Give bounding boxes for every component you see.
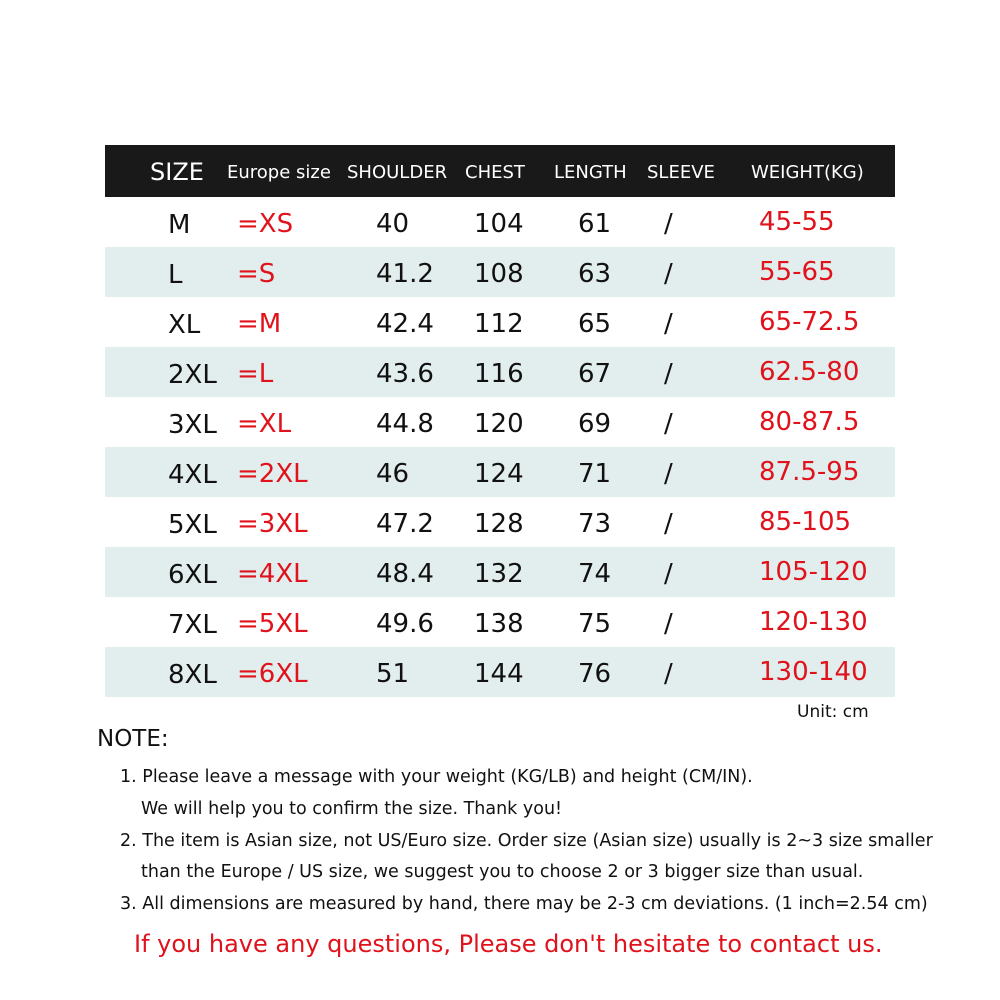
table-row bbox=[105, 397, 895, 447]
table-row bbox=[105, 647, 895, 697]
table-row bbox=[105, 247, 895, 297]
cell-weight: 105-120 bbox=[759, 557, 868, 587]
cell-sleeve: / bbox=[664, 609, 673, 639]
header-shoulder: SHOULDER bbox=[347, 162, 448, 183]
cell-europe-size: =M bbox=[237, 309, 282, 339]
table-row bbox=[105, 297, 895, 347]
table-row bbox=[105, 347, 895, 397]
cell-chest: 144 bbox=[474, 659, 524, 689]
cell-weight: 120-130 bbox=[759, 607, 868, 637]
contact-message: If you have any questions, Please don't hesitate to contact us. bbox=[134, 930, 883, 958]
cell-europe-size: =3XL bbox=[237, 509, 308, 539]
cell-chest: 112 bbox=[474, 309, 524, 339]
cell-weight: 45-55 bbox=[759, 207, 835, 237]
cell-shoulder: 40 bbox=[376, 209, 410, 239]
note-line: 2. The item is Asian size, not US/Euro size. Order size (Asian size) usually is 2~3 size smaller bbox=[120, 831, 933, 851]
header-chest: CHEST bbox=[465, 162, 525, 183]
note-title: NOTE: bbox=[97, 726, 169, 752]
cell-shoulder: 51 bbox=[376, 659, 410, 689]
note-line: 1. Please leave a message with your weight (KG/LB) and height (CM/IN). bbox=[120, 767, 753, 787]
note-line: 3. All dimensions are measured by hand, there may be 2-3 cm deviations. (1 inch=2.54 cm) bbox=[120, 894, 928, 914]
cell-weight: 130-140 bbox=[759, 657, 868, 687]
cell-sleeve: / bbox=[664, 359, 673, 389]
cell-chest: 124 bbox=[474, 459, 524, 489]
cell-shoulder: 48.4 bbox=[376, 559, 434, 589]
cell-length: 74 bbox=[578, 559, 612, 589]
cell-chest: 108 bbox=[474, 259, 524, 289]
cell-shoulder: 41.2 bbox=[376, 259, 434, 289]
cell-europe-size: =L bbox=[237, 359, 274, 389]
table-row bbox=[105, 547, 895, 597]
cell-size: 8XL bbox=[168, 660, 217, 690]
cell-shoulder: 44.8 bbox=[376, 409, 434, 439]
cell-chest: 128 bbox=[474, 509, 524, 539]
cell-size: 5XL bbox=[168, 510, 217, 540]
cell-sleeve: / bbox=[664, 209, 673, 239]
cell-weight: 55-65 bbox=[759, 257, 835, 287]
cell-chest: 104 bbox=[474, 209, 524, 239]
cell-sleeve: / bbox=[664, 459, 673, 489]
cell-weight: 85-105 bbox=[759, 507, 852, 537]
cell-size: 6XL bbox=[168, 560, 217, 590]
cell-chest: 120 bbox=[474, 409, 524, 439]
cell-weight: 87.5-95 bbox=[759, 457, 860, 487]
cell-length: 61 bbox=[578, 209, 612, 239]
header-size: SIZE bbox=[150, 158, 204, 186]
table-body bbox=[105, 197, 895, 697]
cell-weight: 65-72.5 bbox=[759, 307, 860, 337]
table-row bbox=[105, 597, 895, 647]
cell-shoulder: 43.6 bbox=[376, 359, 434, 389]
header-length: LENGTH bbox=[554, 162, 627, 183]
cell-size: 3XL bbox=[168, 410, 217, 440]
cell-sleeve: / bbox=[664, 509, 673, 539]
header-europe-size: Europe size bbox=[227, 162, 331, 183]
cell-europe-size: =XS bbox=[237, 209, 294, 239]
cell-sleeve: / bbox=[664, 259, 673, 289]
cell-length: 76 bbox=[578, 659, 612, 689]
cell-length: 71 bbox=[578, 459, 612, 489]
cell-weight: 62.5-80 bbox=[759, 357, 860, 387]
cell-europe-size: =S bbox=[237, 259, 276, 289]
size-chart-table bbox=[105, 145, 895, 697]
note-line: than the Europe / US size, we suggest you to choose 2 or 3 bigger size than usual. bbox=[141, 862, 864, 882]
cell-shoulder: 47.2 bbox=[376, 509, 434, 539]
cell-europe-size: =6XL bbox=[237, 659, 308, 689]
cell-size: XL bbox=[168, 310, 201, 340]
cell-sleeve: / bbox=[664, 409, 673, 439]
cell-length: 65 bbox=[578, 309, 612, 339]
cell-europe-size: =XL bbox=[237, 409, 292, 439]
note-line: We will help you to confirm the size. Thank you! bbox=[141, 799, 563, 819]
cell-size: 2XL bbox=[168, 360, 217, 390]
cell-europe-size: =2XL bbox=[237, 459, 308, 489]
cell-chest: 138 bbox=[474, 609, 524, 639]
cell-length: 69 bbox=[578, 409, 612, 439]
cell-size: L bbox=[168, 260, 183, 290]
cell-sleeve: / bbox=[664, 309, 673, 339]
table-row bbox=[105, 447, 895, 497]
cell-europe-size: =5XL bbox=[237, 609, 308, 639]
cell-length: 67 bbox=[578, 359, 612, 389]
cell-chest: 116 bbox=[474, 359, 524, 389]
cell-length: 63 bbox=[578, 259, 612, 289]
cell-shoulder: 42.4 bbox=[376, 309, 434, 339]
table-header bbox=[105, 145, 895, 197]
cell-weight: 80-87.5 bbox=[759, 407, 860, 437]
header-weight: WEIGHT(KG) bbox=[751, 162, 864, 183]
cell-size: 7XL bbox=[168, 610, 217, 640]
cell-sleeve: / bbox=[664, 559, 673, 589]
cell-size: 4XL bbox=[168, 460, 217, 490]
header-sleeve: SLEEVE bbox=[647, 162, 715, 183]
cell-size: M bbox=[168, 210, 191, 240]
cell-sleeve: / bbox=[664, 659, 673, 689]
table-row bbox=[105, 197, 895, 247]
cell-length: 73 bbox=[578, 509, 612, 539]
cell-shoulder: 46 bbox=[376, 459, 410, 489]
table-row bbox=[105, 497, 895, 547]
cell-chest: 132 bbox=[474, 559, 524, 589]
cell-europe-size: =4XL bbox=[237, 559, 308, 589]
unit-label: Unit: cm bbox=[797, 702, 869, 722]
cell-length: 75 bbox=[578, 609, 612, 639]
cell-shoulder: 49.6 bbox=[376, 609, 434, 639]
